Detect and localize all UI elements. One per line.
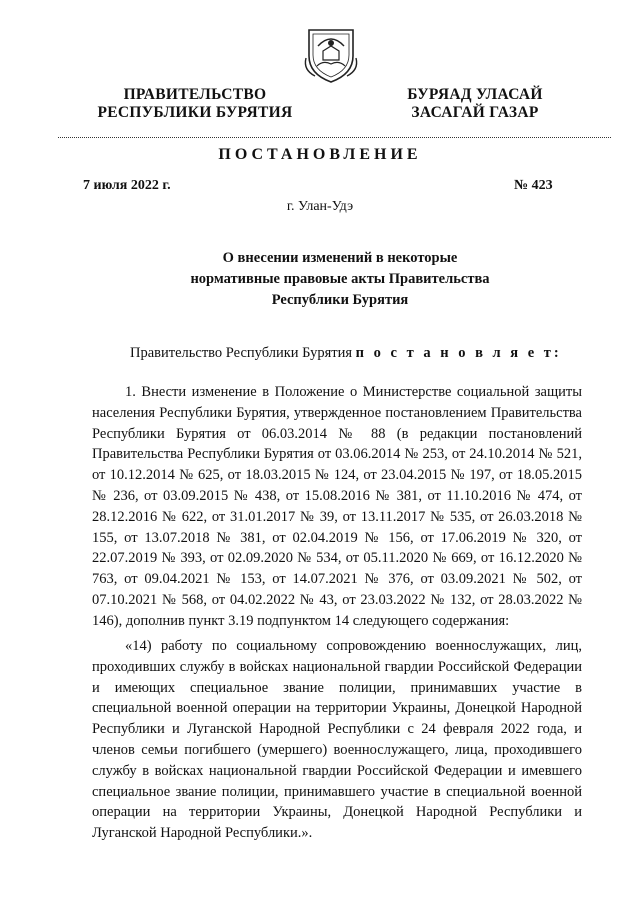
government-name-bua: [385, 86, 565, 122]
preamble-decree: п о с т а н о в л я е т:: [355, 345, 562, 361]
header-left-line1: ПРАВИТЕЛЬСТВО: [123, 86, 267, 103]
preamble-text: Правительство Республики Бурятия: [130, 345, 353, 361]
preamble: [130, 345, 562, 362]
paragraph-2: «14) работу по социальному сопровождению военнослужащих, лиц, проходивших службу в войсках национальной гвардии Российской Федерации и имеющих специальное звание полиции, принимавших участие в специальной военной операции на территории Украины, Донецкой Народной Республики и Луганской Народной Республики с 24 февраля 2022 года, и членов семьи погибшего (умершего) военнослужащего, лица, проходившего службу в войсках национальной гвардии Российской Федерации и имевшего специальное звание полиции, принимавшего участие в специальной военной операции на территории Украины, Донецкой Народной Республики и Луганской Народной Республики.».: [92, 638, 582, 842]
subject-line1: О внесении изменений в некоторые: [222, 250, 458, 266]
paragraph-1: 1. Внести изменение в Положение о Министерстве социальной защиты населения Республики Бурятия, утвержденное постановлением Правительства Республики Бурятия от 06.03.2014 № 88 (в редакции постановлений Правительства Республики Бурятия от 03.06.2014 № 253, от 24.10.2014 № 521, от 10.12.2014 № 625, от 18.03.2015 № 124, от 23.04.2015 № 197, от 18.05.2015 № 236, от 03.09.2015 № 438, от 15.08.2016 № 381, от 11.10.2016 № 474, от 28.12.2016 № 622, от 31.01.2017 № 39, от 13.11.2017 № 535, от 26.03.2018 № 155, от 13.07.2018 № 381, от 02.04.2019 № 156, от 17.06.2019 № 320, от 22.07.2019 № 393, от 02.09.2020 № 534, от 05.11.2020 № 669, от 16.12.2020 № 763, от 09.04.2021 № 153, от 14.07.2021 № 376, от 03.09.2021 № 502, от 07.10.2021 № 568, от 04.02.2022 № 43, от 23.03.2022 № 132, от 28.03.2022 № 146), дополнив пункт 3.19 подпунктом 14 следующего содержания:: [92, 384, 582, 629]
doc-number: № 423: [514, 178, 553, 193]
doc-type-title: ПОСТАНОВЛЕНИЕ: [218, 146, 422, 163]
header-divider: [58, 137, 611, 138]
doc-city: г. Улан-Удэ: [286, 199, 354, 214]
subject-line3: Республики Бурятия: [271, 292, 409, 308]
header-right-line1: БУРЯАД УЛАСАЙ: [407, 86, 543, 103]
doc-date: 7 июля 2022 г.: [83, 178, 171, 193]
header-left-line2: РЕСПУБЛИКИ БУРЯТИЯ: [97, 104, 293, 121]
coat-of-arms-icon: [301, 22, 361, 84]
government-name-ru: [80, 86, 310, 122]
header-right-line2: ЗАСАГАЙ ГАЗАР: [411, 104, 539, 121]
subject-line2: нормативные правовые акты Правительства: [190, 271, 490, 287]
doc-subject: [150, 248, 530, 311]
